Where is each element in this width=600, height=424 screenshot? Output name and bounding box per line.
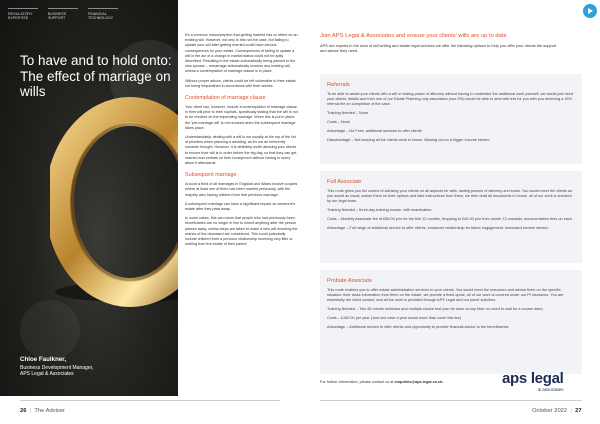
paragraph: Understandably, dealing with a will is not usually at the top of the list of priorities when planning a wedding, as it's not an inherently romantic thought. However, it is definitely worth advising your clients to ensure their will is in order before the big day, so that they can get married and embark on their honeymoon without having to worry about it afterwards. bbox=[185, 135, 297, 166]
box-text: To be able to assist your clients with a will or lasting power of attorney without having to undertake the additional work yourself, we would just need your clients' details and then one of our Estate Planning only associates (non-IFA) would be able to deal with this for you with you receiving a 15% referral fee on completion of the case. bbox=[327, 92, 573, 106]
box-title: Probate Associate bbox=[327, 278, 373, 284]
box-text: Costs – None bbox=[327, 120, 351, 124]
paragraph: Your client can, however, include a contemplation of marriage clause in their will prior to their nuptials, specifically stating that the will is not to be revoked on the impending marriage. When this is put in place, the 'pre-marriage will' is not revoked when the subsequent marriage takes place. bbox=[185, 105, 298, 130]
box-text: Training Needed – three-day training course, with examination. bbox=[327, 208, 433, 212]
nav-item: REGULATORY EXPERTISE bbox=[8, 8, 38, 20]
box-text: This route gives you full control of advising your clients on all aspects for wills, lasting powers of attorney and trusts. You would meet the clients as you would as usual, advise them on their options and take instructions from them, we then draft all documents in house, all of our work is checked by our legal team. bbox=[327, 189, 573, 203]
author-block bbox=[20, 356, 170, 377]
referrals-box bbox=[320, 74, 582, 164]
offer-intro: APS are experts in the area of will writing and estate legal services we offer the following options to help you offer your clients the support and advice they need. bbox=[320, 43, 557, 54]
box-text: This route enables you to offer estate administration services to your clients. You would meet the executors and advise them on the specific situation: their tasks information from them on the estate, we provide a fixed quote, all of our work is covered under our PI insurance. You are essentially the client contact, and all the work is provided through APS Legal and our panel solicitors. bbox=[327, 288, 564, 302]
box-title: Full Associate bbox=[327, 179, 362, 185]
section-heading: Contemplation of marriage clause bbox=[185, 95, 266, 102]
paragraph: Without proper advice, clients could be left vulnerable to their estate not being bequeathed in accordance with their wishes. bbox=[185, 78, 296, 88]
box-text: Costs – £150.00 per year (Just one case a year would more than cover this fee) bbox=[327, 316, 462, 320]
author-role: Business Development Manager, bbox=[20, 365, 94, 371]
publication-name: The Adviser bbox=[34, 408, 65, 414]
paragraph: Around a third of all marriages in England and Wales involve couples where at least one of them has been married previously, with the majority also having children from that previous marriage. bbox=[185, 182, 298, 197]
paragraph: It's a common misconception that getting married has no effect on an existing will. However, not only is this not the case, but failing to update your will after getting married could have serious consequences for your estate. Consequences of failing to update a will in the act of a change in marital status could not be aptly described. Resulting in the estate automatically being passed to the new spouse – remarriage automatically revokes any existing will, unless a contemplation of marriage clause is in place. bbox=[185, 33, 298, 74]
nav-item: BUSINESS SUPPORT bbox=[48, 8, 78, 20]
footer-divider bbox=[320, 400, 582, 401]
footer-right: October 2022 | 27 bbox=[532, 408, 582, 414]
box-text: Advantage – Full range of additional service to offer clients, enhances relationship for future engagement. Increased income stream. bbox=[327, 226, 549, 230]
section-heading: Subsequent marriage bbox=[185, 172, 237, 179]
box-text: Training Needed – Two 45-minute webinars and multiple-choice test (can be done at any time; no need to wait for a course date) bbox=[327, 307, 543, 311]
issue-date: October 2022 bbox=[532, 408, 568, 414]
probate-associate-box bbox=[320, 270, 582, 374]
box-text: Advantage – No Fees, additional services to offer clients bbox=[327, 129, 422, 133]
box-text: Costs – Monthly Associate fee of £85.00 p/m for the first 12 months, dropping to £40.00 p/m from month 13 onwards, documentation fees on each bbox=[327, 217, 572, 221]
full-associate-box bbox=[320, 171, 582, 263]
page-number-right: 27 bbox=[575, 408, 582, 414]
footer-divider bbox=[20, 400, 280, 401]
author-company: APS Legal & Associates bbox=[20, 371, 74, 377]
next-page-icon[interactable] bbox=[583, 4, 597, 18]
paragraph: A subsequent marriage can have a significant impact on someone's estate after they pass away. bbox=[185, 201, 296, 212]
box-text: Training Needed – None bbox=[327, 111, 369, 115]
article-title: To have and to hold onto: The effect of marriage on wills bbox=[20, 53, 172, 99]
right-page bbox=[300, 0, 600, 424]
top-nav bbox=[8, 8, 118, 20]
box-title: Referrals bbox=[327, 82, 350, 88]
nav-item: FINANCIAL TECHNOLOGY bbox=[88, 8, 118, 20]
contact-email-link[interactable]: enquiries@aps-legal.co.uk. bbox=[394, 380, 444, 384]
contact-prefix: For further information, please contact us at bbox=[320, 380, 394, 384]
hero-image bbox=[0, 0, 178, 396]
author-name: Chloe Faulkner, bbox=[20, 356, 67, 363]
logo-text: aps legal bbox=[502, 370, 564, 387]
page-number-left: 26 bbox=[20, 408, 27, 414]
contact-line bbox=[320, 380, 444, 384]
gold-ring-image bbox=[50, 92, 178, 322]
logo-subtext: & associates bbox=[537, 387, 564, 392]
box-text: Disadvantage – Not keeping all the clients work in house. Missing out on a bigger income stream bbox=[327, 138, 490, 142]
paragraph: In some cases, this can mean that people who had previously been beneficiaries are no longer in line to inherit anything after the person passes away, unless steps are taken to make a new will ensuring the wishes of the deceased are considered. This could potentially include children from a previous relationship receiving very little or nothing from the estate of their parent. bbox=[185, 216, 298, 247]
box-text: Advantage – Additional service to offer clients and opportunity to provide financial advice to the beneficiaries bbox=[327, 325, 509, 329]
offer-heading: Join APS Legal & Associates and ensure your clients' wills are up to date bbox=[320, 33, 507, 39]
aps-legal-logo bbox=[502, 372, 564, 392]
article-body bbox=[185, 33, 298, 252]
footer-left: 26 | The Adviser bbox=[20, 408, 65, 414]
